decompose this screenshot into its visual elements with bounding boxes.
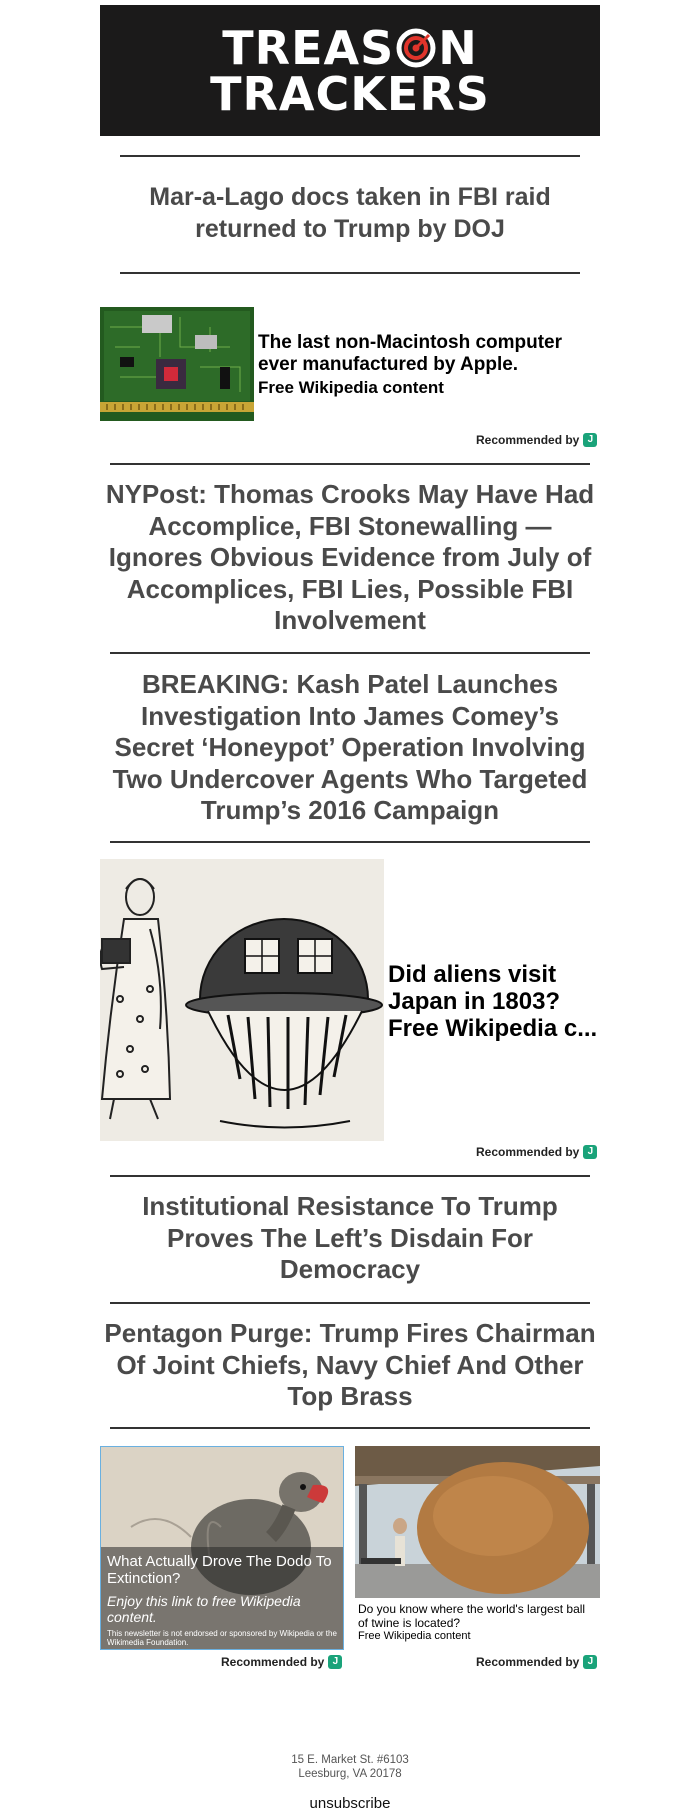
- divider: [110, 1175, 590, 1177]
- ad-subtitle[interactable]: Free Wikipedia content: [358, 1630, 471, 1642]
- recommender-logo-icon: J: [583, 1655, 597, 1669]
- recommended-label: Recommended by: [476, 1655, 580, 1669]
- divider: [110, 463, 590, 465]
- header-banner[interactable]: [100, 5, 600, 136]
- recommended-label: Recommended by: [476, 1145, 580, 1159]
- logo-line-2: [210, 66, 490, 121]
- target-icon: [396, 28, 436, 68]
- headline-link[interactable]: Institutional Resistance To Trump Proves The Left’s Disdain For Democracy: [142, 1191, 558, 1284]
- recommended-by[interactable]: [476, 433, 597, 447]
- headline-link[interactable]: Pentagon Purge: Trump Fires Chairman Of Joint Chiefs, Navy Chief And Other Top Brass: [104, 1318, 596, 1411]
- footer-address-line-2: Leesburg, VA 20178: [298, 1768, 402, 1780]
- ad-title: What Actually Drove The Dodo To Extinction?: [107, 1553, 332, 1587]
- ad-disclaimer: This newsletter is not endorsed or sponsored by Wikipedia or the Wikimedia Foundation.: [107, 1629, 337, 1647]
- recommended-by[interactable]: [476, 1145, 597, 1159]
- divider: [110, 652, 590, 654]
- headline-link[interactable]: BREAKING: Kash Patel Launches Investigation Into James Comey’s Secret ‘Honeypot’ Operation Involving Two Undercover Agents Who Targeted Trump’s 2016 Campaign: [112, 669, 588, 825]
- divider: [110, 1427, 590, 1429]
- ad-title[interactable]: Do you know where the world's largest ball of twine is located?: [358, 1602, 586, 1630]
- divider: [120, 155, 580, 157]
- recommender-logo-icon: J: [583, 433, 597, 447]
- ad-image-japanese-ufo[interactable]: [100, 859, 384, 1141]
- logo-text-2: TRACKERS: [210, 66, 490, 121]
- recommender-logo-icon: J: [583, 1145, 597, 1159]
- ad-subtitle[interactable]: Free Wikipedia content: [258, 378, 444, 397]
- ad-title[interactable]: Did aliens visit Japan in 1803?: [388, 961, 561, 1015]
- logo-text-1: TREAS: [222, 20, 395, 75]
- ad-subtitle[interactable]: Free Wikipedia c...: [388, 1015, 598, 1042]
- unsubscribe-link[interactable]: unsubscribe: [309, 1795, 391, 1812]
- divider: [110, 841, 590, 843]
- logo-text-1-end: N: [438, 20, 478, 75]
- recommended-label: Recommended by: [476, 433, 580, 447]
- headline-link[interactable]: Mar-a-Lago docs taken in FBI raid returned to Trump by DOJ: [149, 183, 551, 243]
- recommender-logo-icon: J: [328, 1655, 342, 1669]
- footer-address-line-1: 15 E. Market St. #6103: [291, 1754, 409, 1766]
- ad-subtitle: Enjoy this link to free Wikipedia content.: [107, 1593, 301, 1625]
- logo-line-1: [222, 20, 478, 75]
- recommended-by[interactable]: [476, 1655, 597, 1669]
- ad-title[interactable]: The last non-Macintosh computer ever manufactured by Apple.: [258, 332, 563, 375]
- headline-link[interactable]: NYPost: Thomas Crooks May Have Had Accomplice, FBI Stonewalling — Ignores Obvious Evidence from July of Accomplices, FBI Lies, Possible FBI Involvement: [105, 479, 595, 635]
- ad-card-dodo[interactable]: [100, 1446, 344, 1650]
- recommended-by[interactable]: [221, 1655, 342, 1669]
- divider: [120, 272, 580, 274]
- divider: [110, 1302, 590, 1304]
- ad-image-twine-ball[interactable]: [355, 1446, 600, 1598]
- recommended-label: Recommended by: [221, 1655, 325, 1669]
- ad-image-circuit-board[interactable]: [100, 307, 254, 421]
